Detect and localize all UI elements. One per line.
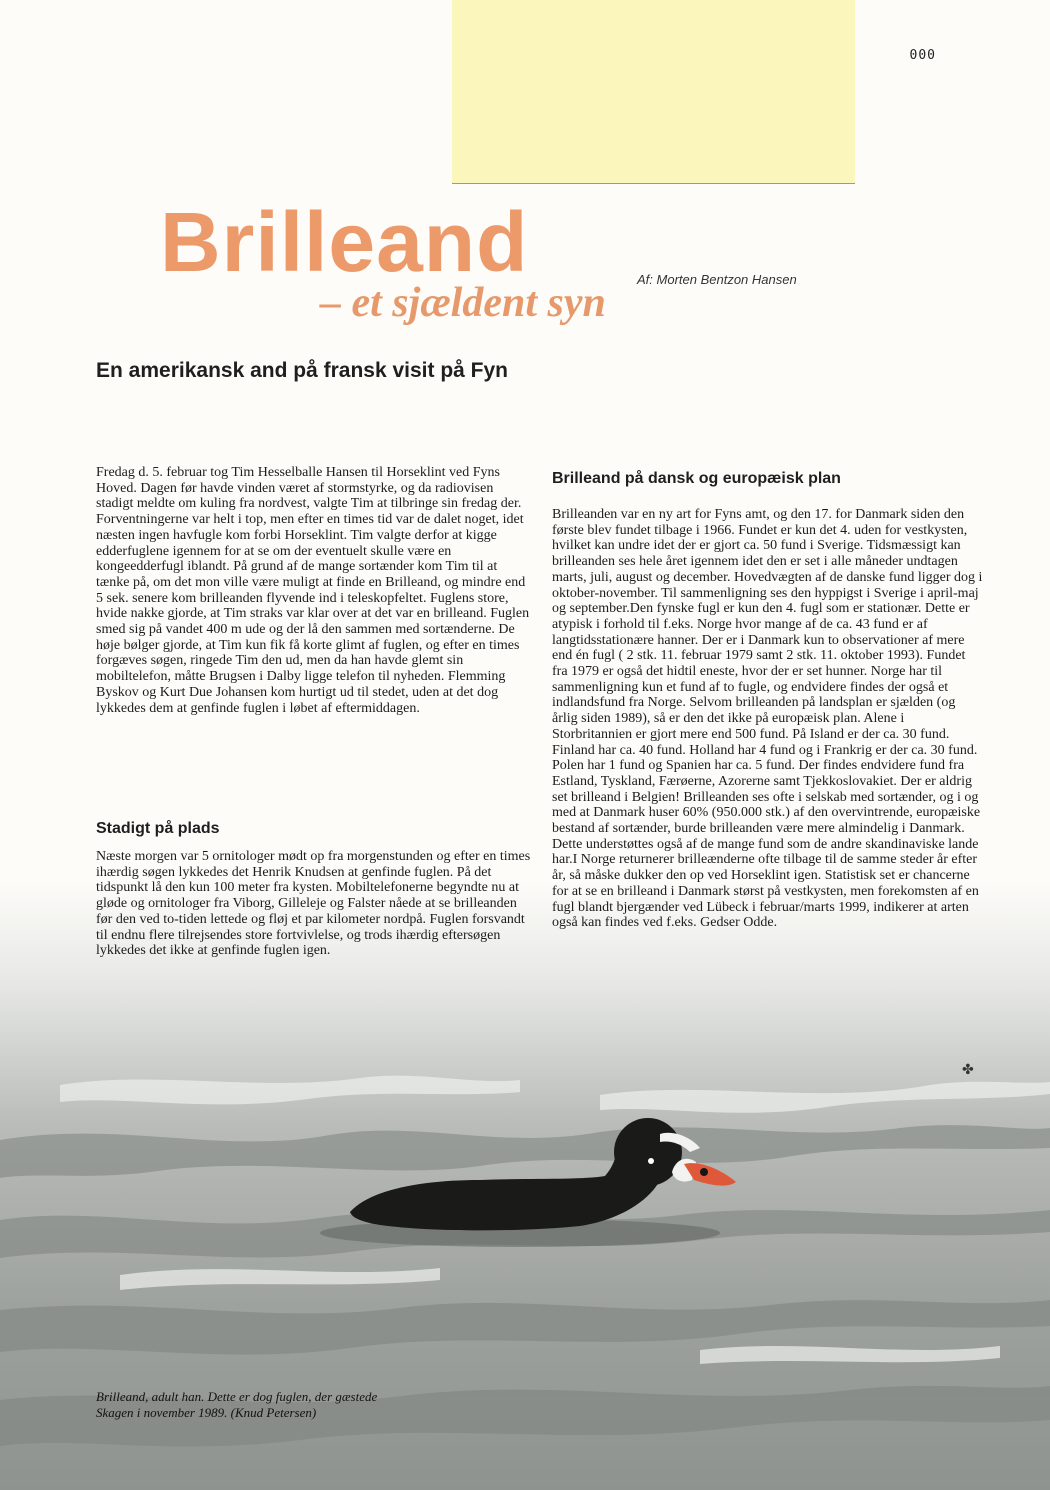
left-column-section	[96, 849, 532, 959]
section-heading-stadigt-paa-plads: Stadigt på plads	[96, 820, 220, 837]
end-of-article-mark: ✤	[962, 1063, 974, 1078]
left-column-intro	[96, 465, 532, 716]
byline: Af: Morten Bentzon Hansen	[637, 272, 797, 287]
section-heading-europaeisk-plan: Brilleand på dansk og europæisk plan	[552, 470, 841, 487]
section-paragraph: Næste morgen var 5 ornitologer mødt op fra morgenstunden og efter en times ihærdig søgen lykkedes det Henrik Knudsen at genfinde fuglen. På det tidspunkt lå den kun 100 meter fra kysten. Mobiltelefonerne begyndte nu at gløde og ornitologer fra Viborg, Gilleleje og Falster nåede at se brilleanden før den ved to-tiden lettede og fløj et par kilometer nordpå. Fuglen forsvandt til endnu flere tilrejsendes store fortvivlelse, og trods ihærdig eftersøgen lykkedes det ikke at genfinde fuglen igen.	[96, 849, 531, 959]
sticky-note	[452, 0, 855, 183]
kicker-headline: En amerikansk and på fransk visit på Fyn	[96, 359, 508, 382]
right-paragraph: Brilleanden var en ny art for Fyns amt, og den 17. for Danmark siden den første blev fundet tilbage i 1966. Fundet er kun det 4. uden for vestkysten, hvilket kan undre idet der er gjort ca. 50 fund i Sverige. Tidsmæssigt kan brilleanden ses hele året igennem idet den er set i alle måneder undtagen marts, juli, august og december. Hovedvægten af de danske fund ligger dog i oktober-november. Til sammenligning ses den hyppigst i Sverige i april-maj og september.Den fynske fugl er kun den 4. fugl som er stationær. Dette er atypisk i forhold til f.eks. Norge hvor mange af de ca. 43 fund er af langtidsstationære hanner. Der er i Danmark kun to observationer af mere end én fugl ( 2 stk. 11. februar 1979 samt 2 stk. 11. oktober 1993). Fundet fra 1979 er også det hidtil eneste, hvor der er set hunner. Norge har til sammenligning kun et fund af to fugle, og endvidere findes der også et indlandsfund fra Norge. Selvom brilleanden på landsplan er sjælden (og årlig siden 1989), så er den det ikke på europæisk plan. Alene i Storbritannien er gjort mere end 500 fund. På Island er der ca. 30 fund. Finland har ca. 40 fund. Holland har 4 fund og i Frankrig er der ca. 30 fund. Polen har 1 fund og Spanien har ca. 5 fund. Der findes endvidere fund fra Estland, Tyskland, Færøerne, Azorerne samt Tjekkoslovakiet. Der er aldrig set brilleand i Belgien! Brilleanden ses ofte i selskab med sortænder, og i og med at Danmark huser 60% (950.000 stk.) af den overvintrende, europæiske bestand af sortænder, burde brilleanden være mere almindelig i Danmark. Dette understøttes også af de mange fund som de andre skandinaviske lande har.I Norge returnerer brilleænderne ofte tilbage til de samme steder år efter år, så måske dukker den op ved Horseklint igen. Statistisk set er chancerne for at se en brilleand i Danmark størst på vestkysten, men forekomsten af en fugl blandt bjergænder ved Lübeck i februar/marts 1999, indikerer at arten også kan findes ved f.eks. Gedser Odde.	[552, 507, 983, 931]
page-number: 000	[909, 48, 936, 63]
article-title: Brilleand	[160, 195, 529, 289]
article-subtitle: – et sjældent syn	[320, 280, 606, 326]
photo-caption: Brilleand, adult han. Dette er dog fuglen, der gæstede Skagen i november 1989. (Knud Petersen)	[96, 1389, 378, 1420]
right-column	[552, 507, 984, 931]
intro-paragraph: Fredag d. 5. februar tog Tim Hesselballe Hansen til Horseklint ved Fyns Hoved. Dagen før havde vinden været af stormstyrke, og da radiovisen stadigt meldte om kuling fra nordvest, valgte Tim at tilbringe sin fredag der. Forventningerne var helt i top, men efter en times tid var de dalet noget, idet næsten ingen havfugle kom forbi Horseklint. Tim valgte derfor at kigge edderfuglene igennem for at se om der eventuelt skulle være en kongeedderfugl iblandt. På grund af de mange sortænder kom Tim til at tænke på, om det mon ville være muligt at finde en Brilleand, og mindre end 5 sek. senere kom brilleanden flyvende ind i teleskopfeltet. Fuglens store, hvide nakke gjorde, at Tim straks var klar over at det var en brilleand. Fuglen smed sig på vandet 400 m ude og der lå den sammen med sortænderne. De høje bølger gjorde, at Tim kun fik få korte glimt af fuglen, og efter en times forgæves søgen, ringede Tim den ud, men da han havde glemt sin mobiltelefon, måtte Brugsen i Dalby ligge telefon til nyheden. Flemming Byskov og Kurt Due Johansen kom hurtigt ud til stedet, uden at det dog lykkedes dem at genfinde fuglen i løbet af eftermiddagen.	[96, 465, 530, 716]
divider	[452, 183, 855, 184]
